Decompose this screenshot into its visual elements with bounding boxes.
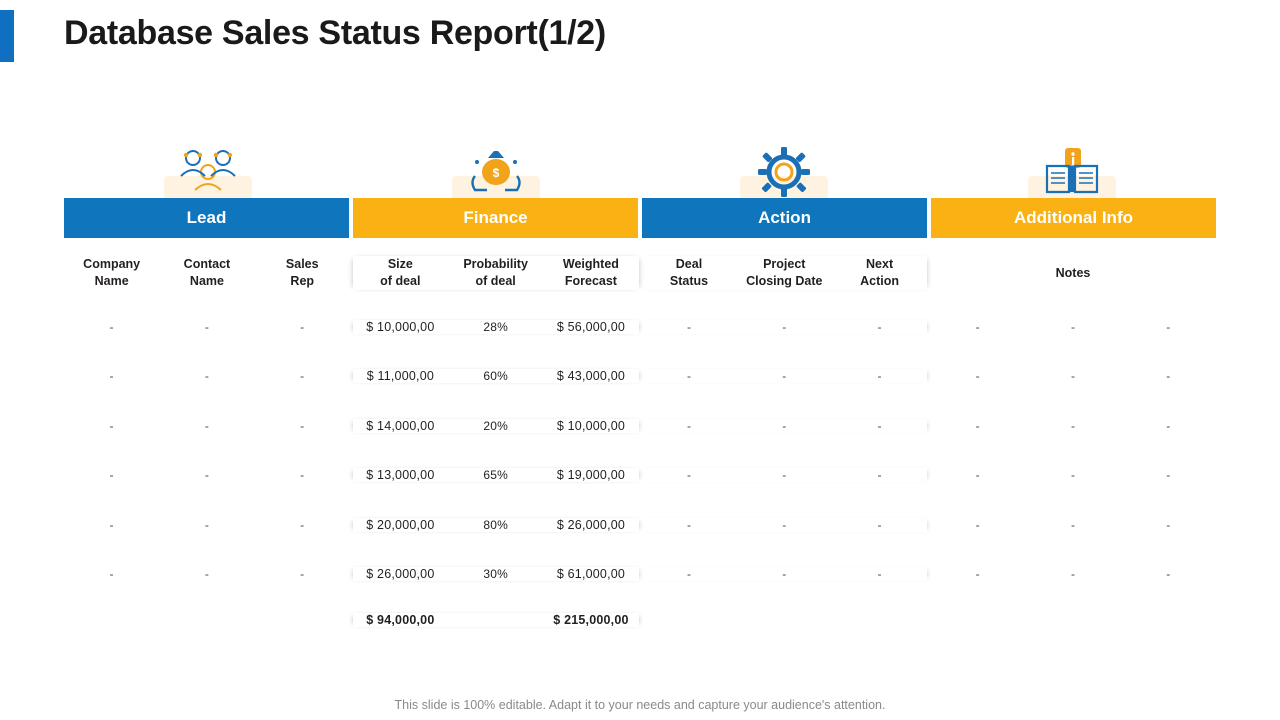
- cell-company-name: -: [109, 369, 114, 384]
- cell-contact-name: -: [204, 369, 210, 384]
- cell-contact-name: -: [204, 418, 210, 433]
- cell-weighted-forecast: $ 10,000,00: [556, 418, 626, 433]
- table-body: [64, 302, 1216, 641]
- cell-size-of-deal: $ 10,000,00: [366, 319, 435, 334]
- cell-notes: -: [1166, 517, 1171, 532]
- cell-size-of-deal: $ 26,000,00: [366, 567, 435, 582]
- cell-notes: -: [1166, 369, 1171, 384]
- cell-notes: -: [975, 418, 980, 433]
- column-header-row: [64, 238, 1216, 302]
- cell-sales-rep: -: [300, 418, 305, 433]
- group-header-finance: Finance: [353, 198, 638, 238]
- cell-closing-date: -: [782, 319, 787, 334]
- cell-probability: 60%: [483, 369, 508, 384]
- table-total-row: [64, 599, 1216, 641]
- total-weighted-forecast: $ 215,000,00: [553, 613, 629, 627]
- cell-weighted-forecast: $ 56,000,00: [556, 319, 626, 334]
- cell-contact-name: -: [204, 468, 210, 483]
- cell-company-name: -: [109, 517, 114, 532]
- column-header-notes: Notes: [1055, 265, 1091, 280]
- cell-sales-rep: -: [300, 319, 305, 334]
- cell-closing-date: -: [782, 468, 787, 483]
- cell-next-action: -: [877, 418, 882, 433]
- cell-next-action: -: [877, 567, 882, 582]
- cell-probability: 65%: [483, 468, 508, 483]
- cell-deal-status: -: [686, 567, 692, 582]
- column-header-next-action: Next Action: [860, 257, 900, 288]
- cell-closing-date: -: [782, 567, 787, 582]
- table-row: [64, 302, 1216, 352]
- cell-contact-name: -: [204, 319, 210, 334]
- cell-deal-status: -: [686, 369, 692, 384]
- page-title: Database Sales Status Report(1/2): [64, 14, 606, 52]
- cell-deal-status: -: [686, 468, 692, 483]
- column-header-deal-status: Deal Status: [669, 257, 709, 288]
- cell-notes: -: [1070, 567, 1076, 582]
- gear-icon: [640, 146, 928, 198]
- title-accent-bar: [0, 10, 14, 62]
- cell-notes: -: [1070, 369, 1076, 384]
- column-header-company-name: Company Name: [83, 257, 141, 288]
- cell-probability: 28%: [483, 319, 508, 334]
- cell-notes: -: [1166, 567, 1171, 582]
- cell-weighted-forecast: $ 19,000,00: [556, 468, 626, 483]
- svg-text:$: $: [492, 166, 500, 180]
- cell-notes: -: [975, 369, 980, 384]
- cell-probability: 30%: [483, 567, 508, 582]
- cell-sales-rep: -: [300, 369, 305, 384]
- cell-notes: -: [1166, 319, 1171, 334]
- cell-probability: 20%: [483, 418, 508, 433]
- group-header-additional-info: Additional Info: [931, 198, 1216, 238]
- cell-size-of-deal: $ 14,000,00: [366, 418, 435, 433]
- table-row: [64, 451, 1216, 501]
- cell-notes: -: [975, 517, 980, 532]
- group-icon-row: [64, 140, 1216, 198]
- cell-weighted-forecast: $ 61,000,00: [556, 567, 626, 582]
- cell-deal-status: -: [686, 319, 692, 334]
- cell-company-name: -: [109, 418, 114, 433]
- cell-sales-rep: -: [300, 468, 305, 483]
- table-row: [64, 550, 1216, 600]
- cell-next-action: -: [877, 517, 882, 532]
- cell-contact-name: -: [204, 517, 210, 532]
- cell-company-name: -: [109, 468, 114, 483]
- cell-next-action: -: [877, 468, 882, 483]
- cell-sales-rep: -: [300, 567, 305, 582]
- table-row: [64, 352, 1216, 402]
- cell-notes: -: [975, 567, 980, 582]
- group-header-lead: Lead: [64, 198, 349, 238]
- cell-notes: -: [975, 468, 980, 483]
- cell-size-of-deal: $ 13,000,00: [366, 468, 435, 483]
- sales-status-table: [64, 140, 1216, 641]
- cell-deal-status: -: [686, 517, 692, 532]
- cell-notes: -: [1070, 418, 1076, 433]
- team-people-icon: [64, 146, 352, 198]
- column-header-contact-name: Contact Name: [183, 257, 231, 288]
- money-bag-hands-icon: [352, 146, 640, 198]
- cell-probability: 80%: [483, 517, 508, 532]
- cell-notes: -: [1166, 418, 1171, 433]
- cell-notes: -: [1166, 468, 1171, 483]
- cell-notes: -: [1070, 319, 1076, 334]
- table-row: [64, 500, 1216, 550]
- group-header-row: [64, 198, 1216, 238]
- cell-closing-date: -: [782, 517, 787, 532]
- group-header-action: Action: [642, 198, 927, 238]
- cell-weighted-forecast: $ 43,000,00: [556, 369, 626, 384]
- column-header-probability-of-deal: Probability of deal: [463, 257, 528, 288]
- cell-next-action: -: [877, 319, 882, 334]
- footer-note: This slide is 100% editable. Adapt it to your needs and capture your audience's attention.: [394, 698, 886, 712]
- cell-sales-rep: -: [300, 517, 305, 532]
- info-book-icon: [928, 146, 1216, 198]
- cell-contact-name: -: [204, 567, 210, 582]
- cell-deal-status: -: [686, 418, 692, 433]
- cell-company-name: -: [109, 319, 114, 334]
- cell-notes: -: [975, 319, 980, 334]
- column-header-project-closing-date: Project Closing Date: [746, 257, 823, 288]
- cell-size-of-deal: $ 20,000,00: [366, 517, 435, 532]
- cell-closing-date: -: [782, 369, 787, 384]
- cell-next-action: -: [877, 369, 882, 384]
- table-row: [64, 401, 1216, 451]
- cell-company-name: -: [109, 567, 114, 582]
- cell-size-of-deal: $ 11,000,00: [366, 369, 434, 384]
- cell-notes: -: [1070, 517, 1076, 532]
- column-header-size-of-deal: Size of deal: [380, 257, 421, 288]
- cell-closing-date: -: [782, 418, 787, 433]
- column-header-sales-rep: Sales Rep: [285, 257, 319, 288]
- column-header-weighted-forecast: Weighted Forecast: [562, 257, 619, 288]
- total-size-of-deal: $ 94,000,00: [366, 613, 435, 627]
- cell-notes: -: [1070, 468, 1076, 483]
- cell-weighted-forecast: $ 26,000,00: [556, 517, 626, 532]
